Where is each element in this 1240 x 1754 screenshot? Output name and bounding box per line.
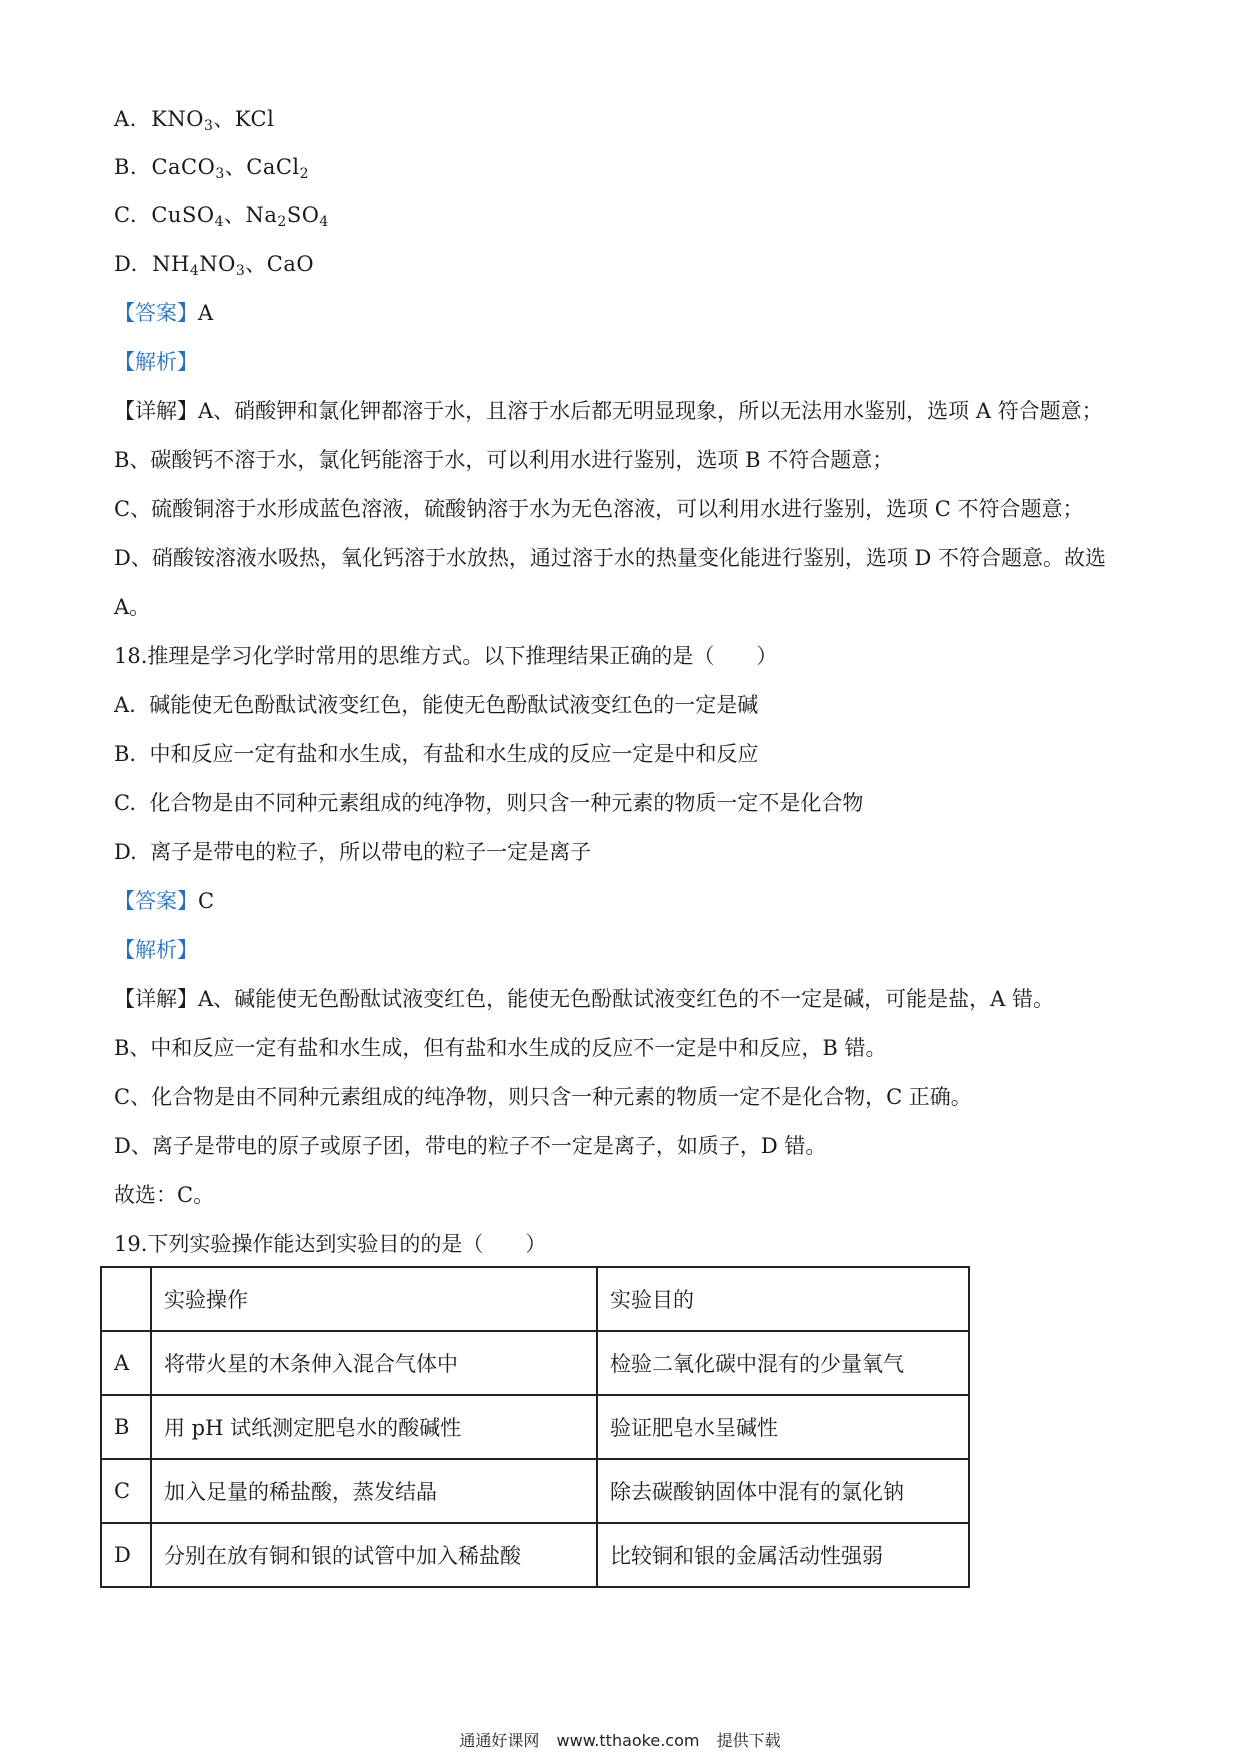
- q17-option-c: [114, 200, 329, 230]
- q17-detail-line-1: [114, 396, 1103, 426]
- table-header-row: [101, 1267, 969, 1331]
- formula-part: NH: [152, 252, 190, 276]
- table-cell-operation: 分别在放有铜和银的试管中加入稀盐酸: [151, 1523, 597, 1587]
- formula-sub: 3: [203, 118, 214, 134]
- q18-detail-line-4: D、离子是带电的原子或原子团，带电的粒子不一定是离子，如质子，D 错。: [114, 1134, 827, 1158]
- q18-conclusion: 故选：C。: [114, 1183, 215, 1207]
- table-row: [101, 1459, 969, 1523]
- q19-table: [100, 1266, 970, 1588]
- table-cell-label: A: [101, 1331, 151, 1395]
- q18-option-b: [114, 739, 758, 769]
- detail-tag: 【详解】: [114, 399, 198, 423]
- table-cell-operation: 加入足量的稀盐酸，蒸发结晶: [151, 1459, 597, 1523]
- option-label: B.: [114, 742, 137, 766]
- answer-value: A: [198, 301, 214, 325]
- table-cell-operation: 将带火星的木条伸入混合气体中: [151, 1331, 597, 1395]
- option-label: D.: [114, 840, 137, 864]
- option-text: 离子是带电的粒子，所以带电的粒子一定是离子: [150, 840, 592, 864]
- formula-part: KNO: [151, 107, 204, 131]
- table-row: [101, 1523, 969, 1587]
- formula-sub: 4: [319, 214, 329, 230]
- q17-answer: [114, 298, 213, 328]
- detail-text: A、硝酸钾和氯化钾都溶于水，且溶于水后都无明显现象，所以无法用水鉴别，选项 A 符合题意；: [198, 399, 1103, 423]
- option-text: 中和反应一定有盐和水生成，有盐和水生成的反应一定是中和反应: [149, 742, 759, 766]
- q19-question: 19.下列实验操作能达到实验目的的是（ ）: [114, 1232, 547, 1256]
- page-footer: [0, 1728, 1240, 1751]
- table-cell-purpose: 检验二氧化碳中混有的少量氧气: [597, 1331, 969, 1395]
- footer-site-name: 通通好课网: [459, 1731, 540, 1750]
- formula-part: 、Na: [223, 203, 278, 227]
- table-cell-label: C: [101, 1459, 151, 1523]
- formula-part: CuSO: [151, 203, 215, 227]
- formula-part: 、CaO: [245, 252, 315, 276]
- table-cell-label: D: [101, 1523, 151, 1587]
- analysis-tag: 【解析】: [114, 350, 198, 374]
- q17-analysis-tag: [114, 347, 198, 377]
- q17-option-d: [114, 249, 314, 279]
- option-label: C.: [114, 203, 137, 227]
- answer-tag: 【答案】: [114, 889, 198, 913]
- footer-note: 提供下载: [716, 1731, 781, 1750]
- answer-tag: 【答案】: [114, 301, 198, 325]
- option-label: A.: [114, 107, 137, 131]
- option-label: B.: [114, 155, 138, 179]
- formula-sub: 4: [189, 263, 200, 279]
- table-row: [101, 1331, 969, 1395]
- q17-detail-line-3: C、硫酸铜溶于水形成蓝色溶液，硫酸钠溶于水为无色溶液，可以利用水进行鉴别，选项 C 不符合题意；: [114, 497, 1084, 521]
- table-header-cell: 实验操作: [151, 1267, 597, 1331]
- option-label: A.: [114, 693, 136, 717]
- detail-tag: 【详解】: [114, 987, 198, 1011]
- formula-sub: 2: [277, 214, 287, 230]
- q18-option-a: [114, 690, 758, 720]
- table-cell-purpose: 除去碳酸钠固体中混有的氯化钠: [597, 1459, 969, 1523]
- q18-option-c: [114, 788, 863, 818]
- option-text: 碱能使无色酚酞试液变红色，能使无色酚酞试液变红色的一定是碱: [149, 693, 759, 717]
- footer-url[interactable]: www.tthaoke.com: [556, 1731, 700, 1750]
- q17-detail-line-5: A。: [114, 595, 151, 619]
- formula-part: NO: [199, 252, 236, 276]
- formula-sub: 3: [215, 166, 225, 182]
- q18-option-d: [114, 837, 591, 867]
- option-label: C.: [114, 791, 136, 815]
- q18-question: 18.推理是学习化学时常用的思维方式。以下推理结果正确的是（ ）: [114, 644, 778, 668]
- q17-detail-line-4: D、硝酸铵溶液水吸热，氧化钙溶于水放热，通过溶于水的热量变化能进行鉴别，选项 D 不符合题意。故选: [114, 546, 1107, 570]
- table-header-cell: [101, 1267, 151, 1331]
- q18-answer: [114, 886, 214, 916]
- detail-text: A、碱能使无色酚酞试液变红色，能使无色酚酞试液变红色的不一定是碱，可能是盐，A 错。: [198, 987, 1055, 1011]
- q18-detail-line-3: C、化合物是由不同种元素组成的纯净物，则只含一种元素的物质一定不是化合物，C 正确。: [114, 1085, 972, 1109]
- formula-part: 、CaCl: [224, 155, 300, 179]
- q18-detail-line-2: B、中和反应一定有盐和水生成，但有盐和水生成的反应不一定是中和反应，B 错。: [114, 1036, 887, 1060]
- answer-value: C: [198, 889, 215, 913]
- formula-part: 、KCl: [213, 107, 275, 131]
- analysis-tag: 【解析】: [114, 938, 198, 962]
- formula-part: SO: [286, 203, 320, 227]
- q17-option-a: [114, 104, 274, 134]
- table-row: [101, 1395, 969, 1459]
- formula-part: CaCO: [151, 155, 216, 179]
- q18-analysis-tag: [114, 935, 198, 965]
- option-label: D.: [114, 252, 138, 276]
- q18-detail-line-1: [114, 984, 1054, 1014]
- table-cell-purpose: 比较铜和银的金属活动性强弱: [597, 1523, 969, 1587]
- q17-detail-line-2: B、碳酸钙不溶于水，氯化钙能溶于水，可以利用水进行鉴别，选项 B 不符合题意；: [114, 448, 894, 472]
- table-header-cell: 实验目的: [597, 1267, 969, 1331]
- formula-sub: 3: [235, 263, 246, 279]
- q17-option-b: [114, 152, 309, 182]
- table-cell-label: B: [101, 1395, 151, 1459]
- option-text: 化合物是由不同种元素组成的纯净物，则只含一种元素的物质一定不是化合物: [149, 791, 864, 815]
- formula-sub: 4: [214, 214, 224, 230]
- table-cell-purpose: 验证肥皂水呈碱性: [597, 1395, 969, 1459]
- table-cell-operation: 用 pH 试纸测定肥皂水的酸碱性: [151, 1395, 597, 1459]
- formula-sub: 2: [299, 166, 310, 182]
